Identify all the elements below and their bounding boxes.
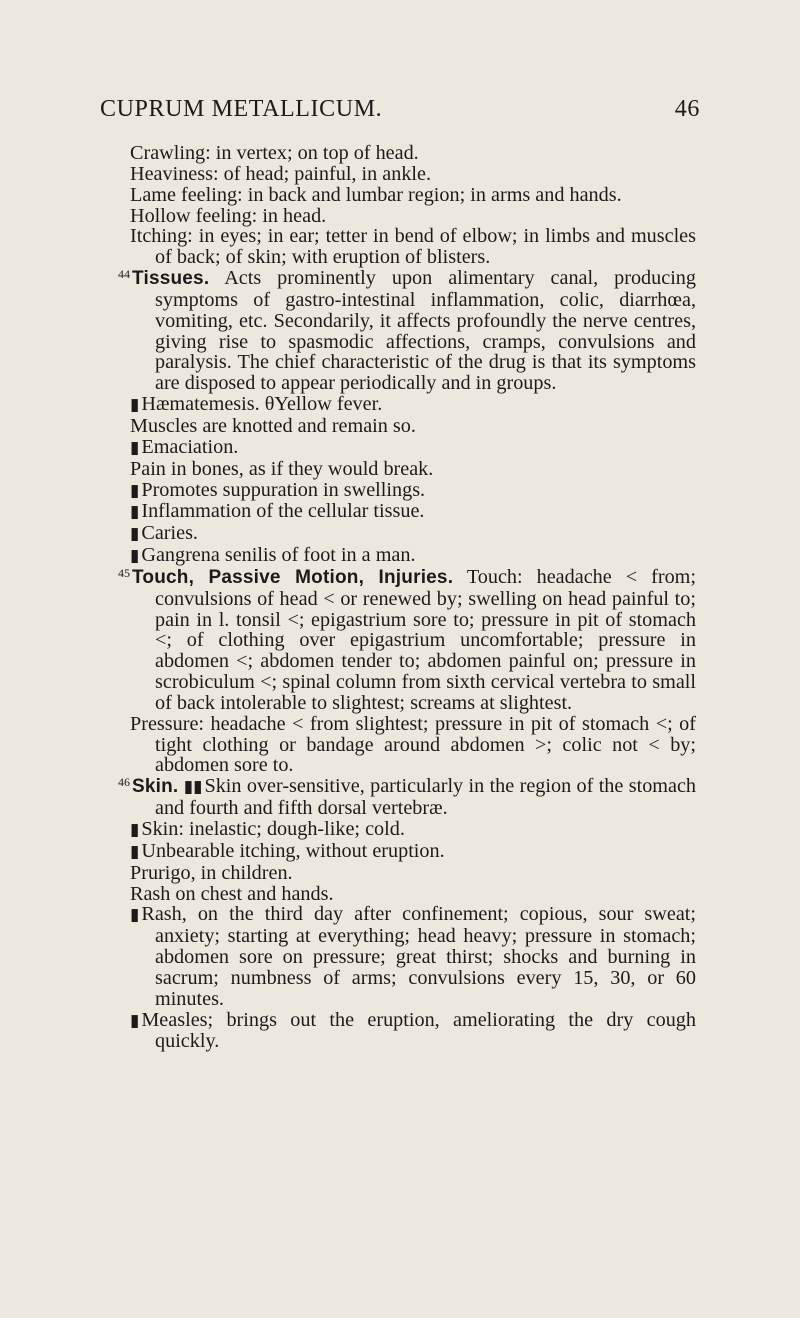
section-heading: Touch, Passive Motion, Injuries.: [132, 566, 454, 588]
running-head-title: CUPRUM METALLICUM.: [100, 96, 383, 122]
tissue-item: [130, 394, 696, 416]
item-text: Caries.: [141, 522, 198, 545]
tissue-item: [130, 523, 696, 545]
symptom-heaviness: Heaviness: of head; painful, in ankle.: [130, 162, 432, 185]
page-number: 46: [674, 96, 700, 122]
section-text: Skin over-sensitive, particularly in the region of the stomach and fourth and fifth dorsal vertebræ.: [155, 775, 696, 820]
theta-mark: θ: [264, 393, 275, 416]
emphasis-mark: ▮: [130, 524, 140, 544]
tissue-item: [130, 437, 696, 459]
emphasis-mark: ▮: [130, 1010, 140, 1030]
section-heading: Tissues.: [132, 268, 210, 290]
skin-item: [130, 819, 696, 841]
item-text: Hæmatemesis.: [141, 393, 260, 416]
item-text: Skin: inelastic; dough-like; cold.: [141, 818, 405, 840]
skin-item: Prurigo, in children.: [130, 861, 293, 884]
emphasis-mark: ▮: [130, 905, 140, 925]
emphasis-mark: ▮: [130, 395, 140, 415]
item-text: Inflammation of the cellular tissue.: [141, 500, 425, 523]
section-number: 45: [118, 565, 130, 580]
emphasis-mark: ▮: [130, 841, 140, 861]
tissue-item: [130, 501, 696, 523]
tissue-item: [130, 545, 696, 567]
emphasis-mark: ▮: [130, 480, 140, 500]
skin-item: [130, 1010, 696, 1053]
symptom-crawling: Crawling: in vertex; on top of head.: [130, 142, 419, 164]
item-text: Gangrena senilis of foot in a man.: [141, 544, 416, 567]
emphasis-mark: ▮: [130, 546, 140, 566]
tissue-item: Muscles are knotted and remain so.: [130, 414, 416, 437]
item-text: Measles; brings out the eruption, ameliorating the dry cough quickly.: [141, 1008, 696, 1053]
section-touch: [118, 565, 696, 714]
section-heading: Skin.: [132, 776, 179, 798]
tissue-item: Pain in bones, as if they would break.: [130, 457, 434, 480]
section-number: 46: [118, 775, 130, 790]
item-text: Yellow fever.: [274, 393, 383, 416]
section-text: Acts prominently upon alimentary canal, producing symptoms of gastro-intestinal inflammation, colic, diarrhœa, vomiting, etc. Secondarily, it affects profoundly the nerve centres, giving rise to spasmodic affections, cramps, convulsions and paralysis. The chief characteristic of the drug is that its symptoms are disposed to appear periodically and in groups.: [155, 267, 696, 395]
tissue-item: [130, 480, 696, 502]
skin-item: [130, 841, 696, 863]
item-text: Emaciation.: [141, 435, 239, 458]
section-text: Touch: headache < from; convulsions of head < or renewed by; swelling on head painful to; pain in l. tonsil <; epigastrium sore to; pressure in pit of stomach <; of clothing over epigastrium uncomfortable; pressure in abdomen <; abdomen tender to; abdomen painful on; pressure in scrobiculum <; spinal column from sixth cervical vertebra to small of back intolerable to slightest; screams at slightest.: [155, 565, 696, 714]
emphasis-mark: ▮: [130, 820, 140, 839]
section-skin: [118, 775, 696, 820]
emphasis-mark: ▮▮: [183, 777, 203, 797]
symptom-lame-feeling: Lame feeling: in back and lumbar region; in arms and hands.: [130, 183, 622, 206]
symptom-hollow-feeling: Hollow feeling: in head.: [130, 204, 327, 227]
body-text: [118, 142, 696, 1053]
running-head: [100, 96, 700, 128]
section-tissues: [118, 267, 696, 395]
skin-item: Rash on chest and hands.: [130, 882, 334, 905]
touch-pressure: Pressure: headache < from slightest; pressure in pit of stomach <; of tight clothing or bandage around abdomen >; colic not < by; abdomen sore to.: [130, 712, 696, 777]
item-text: Rash, on the third day after confinement; copious, sour sweat; anxiety; starting at everything; head heavy; pressure in stomach; abdomen sore on pressure; great thirst; shocks and burning in sacrum; numbness of arms; convulsions every 15, 30, or 60 minutes.: [141, 903, 696, 1010]
emphasis-mark: ▮: [130, 437, 140, 457]
item-text: Unbearable itching, without eruption.: [141, 839, 445, 862]
symptom-itching: Itching: in eyes; in ear; tetter in bend of elbow; in limbs and muscles of back; of skin; with eruption of blisters.: [130, 225, 696, 269]
emphasis-mark: ▮: [130, 502, 140, 522]
section-number: 44: [118, 267, 130, 282]
item-text: Promotes suppuration in swellings.: [141, 478, 426, 501]
skin-item: [130, 904, 696, 1009]
